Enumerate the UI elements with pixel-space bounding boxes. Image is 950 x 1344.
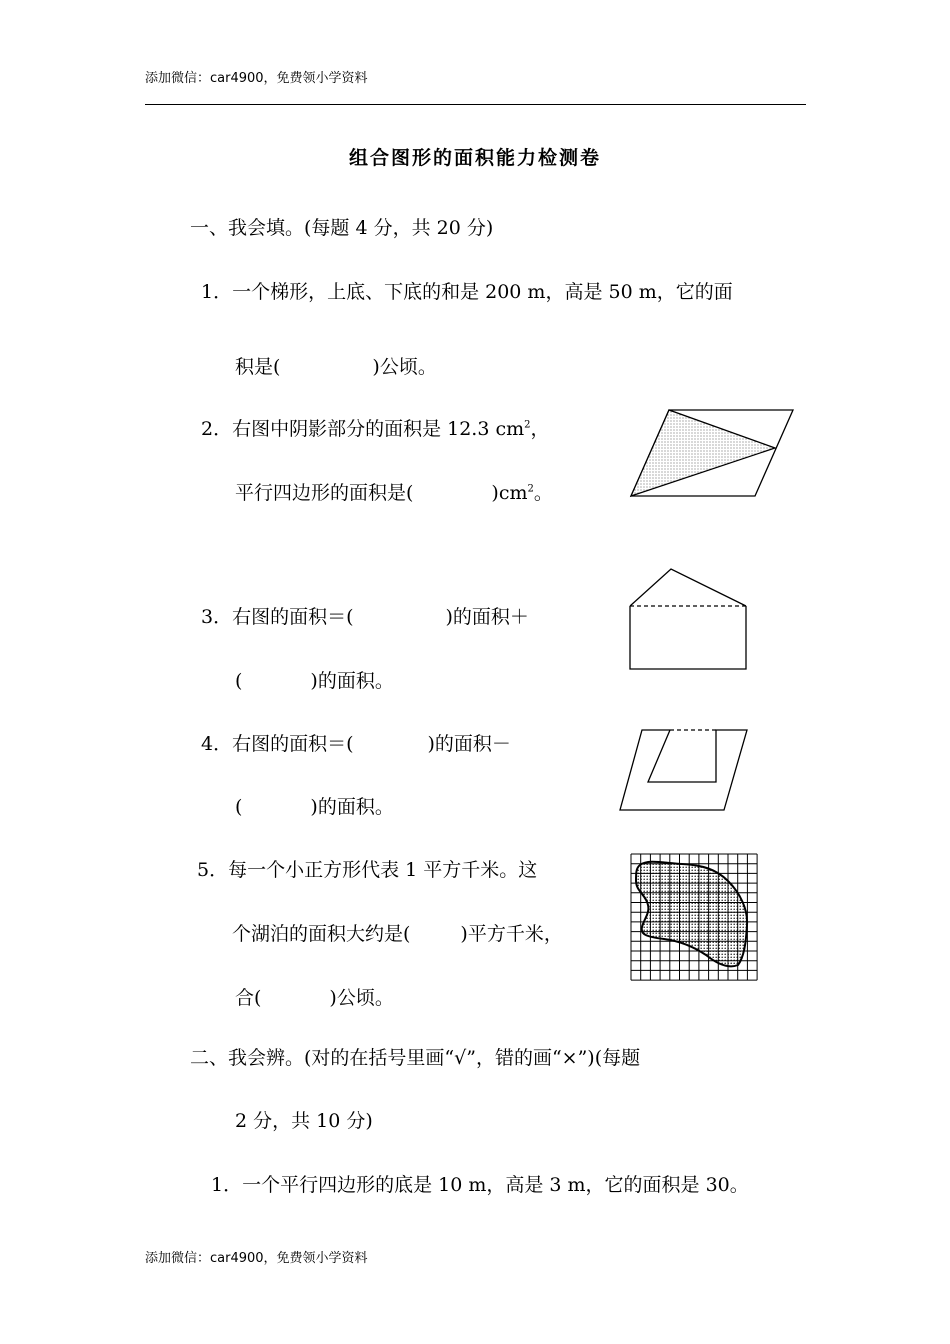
q4-text-pre: 4．右图的面积＝( [201,733,354,755]
q1-line2 [235,352,437,379]
q3-line2-pre: ( [235,670,243,692]
q4-line1 [201,729,511,756]
q5-lake-grid-figure [628,851,761,983]
rectangle-base [630,606,746,669]
q5-line3-post: )公顷。 [329,987,394,1009]
q2-line2-mid: )cm [491,482,528,504]
q5-line2-post: )平方千米， [460,923,563,945]
cutout-outline [620,730,747,810]
q5-line3 [235,983,394,1010]
q2-parallelogram-figure [625,402,800,502]
section2-heading-line2: 2 分，共 10 分) [235,1110,373,1132]
q3-line2-post: )的面积。 [310,670,394,692]
q5-line2-pre: 个湖泊的面积大约是( [232,923,411,945]
q4-text-post: )的面积－ [427,733,511,755]
q5-line2 [232,919,563,946]
q4-line2-post: )的面积。 [310,796,394,818]
section1-heading: 一、我会填。(每题 4 分，共 20 分) [190,217,494,239]
q4-cutout-figure [615,725,751,815]
q3-text-pre: 3．右图的面积＝( [201,606,354,628]
q2-line2-pre: 平行四边形的面积是( [235,482,414,504]
q2-line1 [201,414,550,441]
q3-line2 [235,666,394,693]
q1-line1: 1．一个梯形，上底、下底的和是 200 m，高是 50 m，它的面 [201,281,733,303]
q4-line2 [235,792,394,819]
q5-line1: 5．每一个小正方形代表 1 平方千米。这 [197,859,538,881]
q1-text-post: )公顷。 [372,356,437,378]
q5-line3-pre: 合( [235,987,262,1009]
q4-line2-pre: ( [235,796,243,818]
q3-line1 [201,602,529,629]
q2-text-post: ， [530,418,550,440]
q2-superscript: 2 [524,419,531,431]
section2-heading-line1: 二、我会辨。(对的在括号里画“√”，错的画“×”)(每题 [190,1047,641,1069]
page-title: 组合图形的面积能力检测卷 [349,147,602,169]
footer-watermark: 添加微信：car4900，免费领小学资料 [145,1251,368,1266]
q3-text-post: )的面积＋ [445,606,529,628]
q2-line2-superscript: 2 [527,483,534,495]
q2-text-pre: 2．右图中阴影部分的面积是 12.3 cm [201,418,525,440]
header-watermark: 添加微信：car4900，免费领小学资料 [145,71,368,86]
q1-text-pre: 积是( [235,356,281,378]
q2-line2-post: 。 [533,482,553,504]
section2-q1: 1．一个平行四边形的底是 10 m，高是 3 m，它的面积是 30。 [211,1174,749,1196]
q3-house-figure [625,565,751,673]
triangle-roof [630,569,746,606]
q2-line2 [235,478,553,505]
header-divider [145,104,806,105]
